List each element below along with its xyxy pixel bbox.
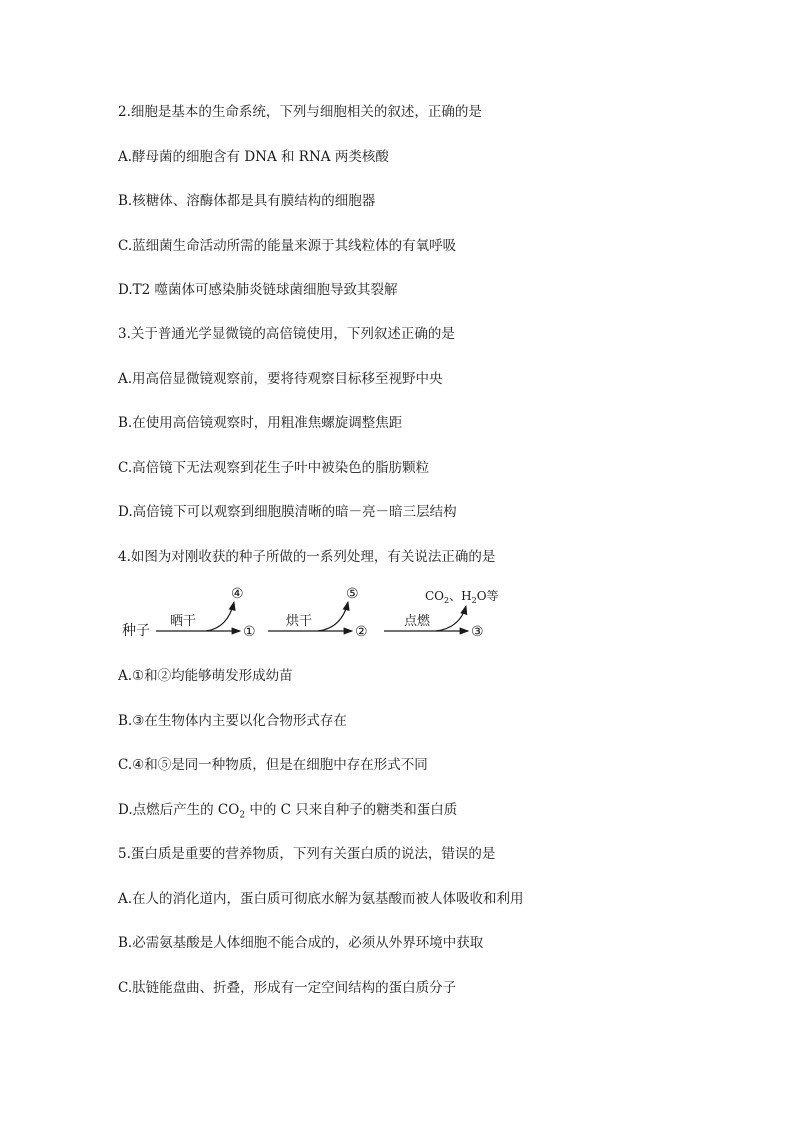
diagram-seed-label: 种子 bbox=[122, 623, 150, 639]
q4-option-b: B.③在生物体内主要以化合物形式存在 bbox=[118, 713, 347, 729]
diagram-node-2: ② bbox=[355, 624, 368, 640]
q2-option-a: A.酵母菌的细胞含有 DNA 和 RNA 两类核酸 bbox=[118, 149, 389, 165]
diagram-node-3: ③ bbox=[471, 624, 484, 640]
q5-option-c: C.肽链能盘曲、折叠，形成有一定空间结构的蛋白质分子 bbox=[118, 980, 457, 996]
q2-option-d: D.T2 噬菌体可感染肺炎链球菌细胞导致其裂解 bbox=[118, 282, 398, 298]
q2-stem: 2.细胞是基本的生命系统，下列与细胞相关的叙述，正确的是 bbox=[118, 104, 482, 120]
q4-option-d: D.点燃后产生的 $CO_2$ 中的 C 只来自种子的糖类和蛋白质 bbox=[118, 802, 458, 821]
q2-option-b: B.核糖体、溶酶体都是具有膜结构的细胞器 bbox=[118, 193, 376, 209]
q3-option-b: B.在使用高倍镜观察时，用粗准焦螺旋调整焦距 bbox=[118, 415, 403, 431]
diagram-step3-label: 点燃 bbox=[404, 614, 431, 629]
branch-arrow-4 bbox=[206, 602, 234, 631]
diagram-byproduct-label: $CO_2$、$H_2O$等 bbox=[425, 589, 499, 605]
diagram-node-4: ④ bbox=[231, 586, 244, 602]
q4-option-a: A.①和②均能够萌发形成幼苗 bbox=[118, 668, 293, 684]
seed-processing-diagram bbox=[118, 584, 518, 648]
branch-arrow-byproduct bbox=[436, 606, 466, 631]
q5-stem: 5.蛋白质是重要的营养物质，下列有关蛋白质的说法，错误的是 bbox=[118, 846, 496, 862]
diagram-step1-label: 晒干 bbox=[170, 614, 197, 629]
q3-option-d: D.高倍镜下可以观察到细胞膜清晰的暗－亮－暗三层结构 bbox=[118, 504, 457, 520]
q3-option-a: A.用高倍显微镜观察前，要将待观察目标移至视野中央 bbox=[118, 371, 443, 387]
q4-option-c: C.④和⑤是同一种物质，但是在细胞中存在形式不同 bbox=[118, 757, 428, 773]
q3-option-c: C.高倍镜下无法观察到花生子叶中被染色的脂肪颗粒 bbox=[118, 460, 430, 476]
diagram-node-5: ⑤ bbox=[346, 586, 359, 602]
q2-option-c: C.蓝细菌生命活动所需的能量来源于其线粒体的有氧呼吸 bbox=[118, 238, 457, 254]
q3-stem: 3.关于普通光学显微镜的高倍镜使用，下列叙述正确的是 bbox=[118, 326, 455, 342]
q5-option-b: B.必需氨基酸是人体细胞不能合成的，必须从外界环境中获取 bbox=[118, 935, 484, 951]
q4-stem: 4.如图为对刚收获的种子所做的一系列处理，有关说法正确的是 bbox=[118, 549, 496, 565]
q5-option-a: A.在人的消化道内，蛋白质可彻底水解为氨基酸而被人体吸收和利用 bbox=[118, 891, 524, 907]
diagram-step2-label: 烘干 bbox=[286, 614, 313, 629]
branch-arrow-5 bbox=[318, 602, 348, 631]
diagram-node-1: ① bbox=[243, 624, 256, 640]
